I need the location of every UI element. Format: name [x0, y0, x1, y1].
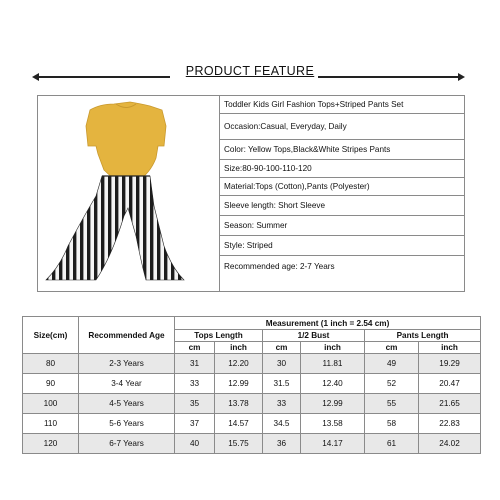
table-cell: 13.78 [215, 394, 263, 414]
table-cell: 49 [365, 354, 419, 374]
table-cell: 24.02 [419, 434, 481, 454]
unit-header: cm [175, 342, 215, 354]
yellow-top [86, 102, 166, 185]
unit-header: inch [301, 342, 365, 354]
table-cell: 5-6 Years [79, 414, 175, 434]
header-rule-left [38, 76, 170, 78]
table-cell: 19.29 [419, 354, 481, 374]
size-table [22, 316, 481, 454]
table-cell: 13.58 [301, 414, 365, 434]
unit-header: inch [215, 342, 263, 354]
page-title: PRODUCT FEATURE [185, 64, 315, 78]
table-cell: 100 [23, 394, 79, 414]
table-cell: 30 [263, 354, 301, 374]
spec-row: Size:80-90-100-110-120 [220, 160, 464, 178]
table-header-row [23, 317, 481, 330]
table-cell: 40 [175, 434, 215, 454]
table-cell: 61 [365, 434, 419, 454]
table-cell: 33 [175, 374, 215, 394]
table-cell: 15.75 [215, 434, 263, 454]
table-cell: 34.5 [263, 414, 301, 434]
table-cell: 120 [23, 434, 79, 454]
table-cell: 52 [365, 374, 419, 394]
striped-pants [46, 176, 184, 280]
header-arrow-right [458, 73, 465, 81]
table-cell: 14.17 [301, 434, 365, 454]
table-cell: 80 [23, 354, 79, 374]
group-tops-length: Tops Length [175, 330, 263, 342]
table-cell: 11.81 [301, 354, 365, 374]
spec-row: Recommended age: 2-7 Years [224, 262, 335, 271]
size-header: Size(cm) [23, 317, 79, 354]
product-image [38, 96, 220, 291]
header-rule-right [318, 76, 458, 78]
spec-row: Style: Striped [220, 236, 464, 256]
table-cell: 33 [263, 394, 301, 414]
spec-row: Toddler Kids Girl Fashion Tops+Striped Pants Set [220, 96, 464, 114]
table-cell: 58 [365, 414, 419, 434]
table-cell: 20.47 [419, 374, 481, 394]
table-cell: 12.40 [301, 374, 365, 394]
spec-row: Material:Tops (Cotton),Pants (Polyester) [220, 178, 464, 196]
table-cell: 35 [175, 394, 215, 414]
header-arrow-left [32, 73, 39, 81]
table-row [23, 354, 481, 374]
table-cell: 36 [263, 434, 301, 454]
spec-row: Season: Summer [220, 216, 464, 236]
table-cell: 12.20 [215, 354, 263, 374]
table-row [23, 374, 481, 394]
table-cell: 2-3 Years [79, 354, 175, 374]
spec-row: Sleeve length: Short Sleeve [220, 196, 464, 216]
table-row [23, 394, 481, 414]
table-cell: 31 [175, 354, 215, 374]
table-cell: 90 [23, 374, 79, 394]
table-row [23, 414, 481, 434]
unit-header: cm [365, 342, 419, 354]
table-cell: 31.5 [263, 374, 301, 394]
measurement-header: Measurement (1 inch = 2.54 cm) [175, 317, 481, 330]
table-cell: 22.83 [419, 414, 481, 434]
table-cell: 12.99 [301, 394, 365, 414]
table-cell: 55 [365, 394, 419, 414]
table-cell: 37 [175, 414, 215, 434]
age-header: Recommended Age [79, 317, 175, 354]
unit-header: cm [263, 342, 301, 354]
group-pants-length: Pants Length [365, 330, 481, 342]
product-feature-box [37, 95, 465, 292]
spec-row: Color: Yellow Tops,Black&White Stripes Pants [220, 140, 464, 160]
spec-row: Occasion:Casual, Everyday, Daily [220, 114, 464, 140]
group-half-bust: 1/2 Bust [263, 330, 365, 342]
table-cell: 110 [23, 414, 79, 434]
table-cell: 6-7 Years [79, 434, 175, 454]
table-row [23, 434, 481, 454]
table-cell: 12.99 [215, 374, 263, 394]
unit-header: inch [419, 342, 481, 354]
table-cell: 3-4 Year [79, 374, 175, 394]
product-illustration [38, 96, 219, 291]
table-cell: 21.65 [419, 394, 481, 414]
table-cell: 14.57 [215, 414, 263, 434]
table-cell: 4-5 Years [79, 394, 175, 414]
